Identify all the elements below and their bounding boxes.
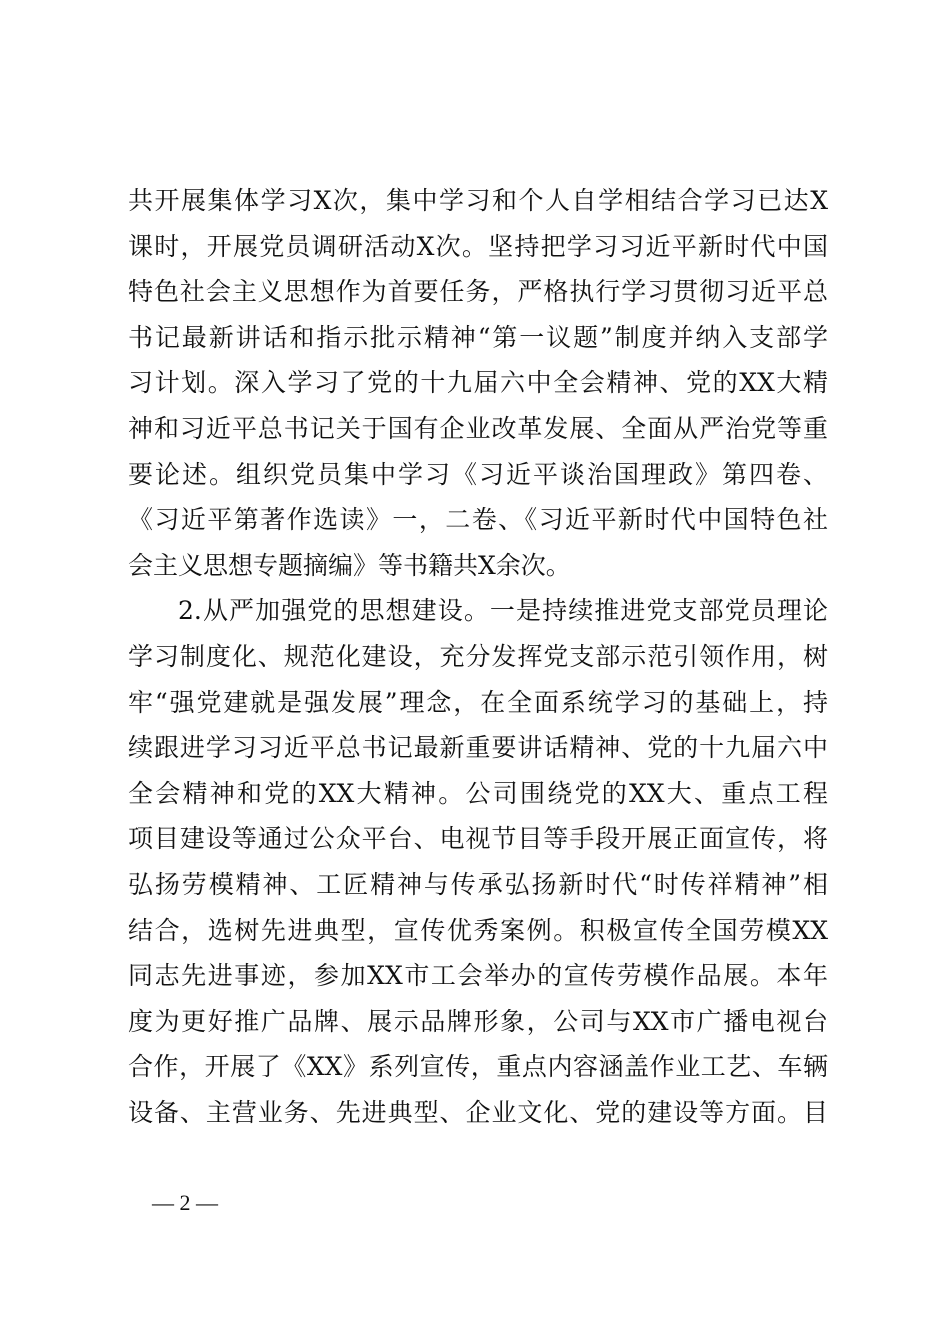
paragraph-1: [128, 178, 828, 588]
body-text: [128, 178, 828, 1135]
text-line: 书记最新讲话和指示批示精神“第一议题”制度并纳入支部学: [128, 322, 828, 352]
text-line: 神和习近平总书记关于国有企业改革发展、全面从严治党等重: [128, 413, 828, 443]
text-line: 合作，开展了《XX》系列宣传，重点内容涵盖作业工艺、车辆: [128, 1052, 828, 1082]
text-line: 续跟进学习习近平总书记最新重要讲话精神、党的十九届六中: [128, 733, 828, 763]
text-line: 项目建设等通过公众平台、电视节目等手段开展正面宣传，将: [128, 824, 828, 854]
text-line: 2.从严加强党的思想建设。一是持续推进党支部党员理论: [178, 596, 828, 626]
text-line: 结合，选树先进典型，宣传优秀案例。积极宣传全国劳模XX: [128, 915, 828, 945]
text-line: 共开展集体学习X次，集中学习和个人自学相结合学习已达X: [128, 186, 828, 215]
text-line: 课时，开展党员调研活动X次。坚持把学习习近平新时代中国: [128, 231, 828, 261]
text-line: 设备、主营业务、先进典型、企业文化、党的建设等方面。目: [128, 1097, 828, 1127]
paragraph-2: [128, 588, 828, 1135]
text-line: 全会精神和党的XX大精神。公司围绕党的XX大、重点工程: [128, 778, 828, 808]
text-line: 度为更好推广品牌、展示品牌形象，公司与XX市广播电视台: [128, 1006, 828, 1036]
text-line: 弘扬劳模精神、工匠精神与传承弘扬新时代“时传祥精神”相: [128, 869, 828, 899]
page-number: — 2 —: [152, 1190, 218, 1215]
text-line: 特色社会主义思想作为首要任务，严格执行学习贯彻习近平总: [128, 277, 828, 307]
text-line: 会主义思想专题摘编》等书籍共X余次。: [128, 550, 571, 580]
text-line: 习计划。深入学习了党的十九届六中全会精神、党的XX大精: [128, 368, 828, 398]
text-line: 牢“强党建就是强发展”理念，在全面系统学习的基础上，持: [128, 687, 828, 717]
text-line: 同志先进事迹，参加XX市工会举办的宣传劳模作品展。本年: [128, 961, 828, 991]
text-line: 要论述。组织党员集中学习《习近平谈治国理政》第四卷、: [128, 459, 828, 489]
text-line: 《习近平第著作选读》一，二卷、《习近平新时代中国特色社: [128, 505, 828, 535]
text-line: 学习制度化、规范化建设，充分发挥党支部示范引领作用，树: [128, 641, 828, 671]
